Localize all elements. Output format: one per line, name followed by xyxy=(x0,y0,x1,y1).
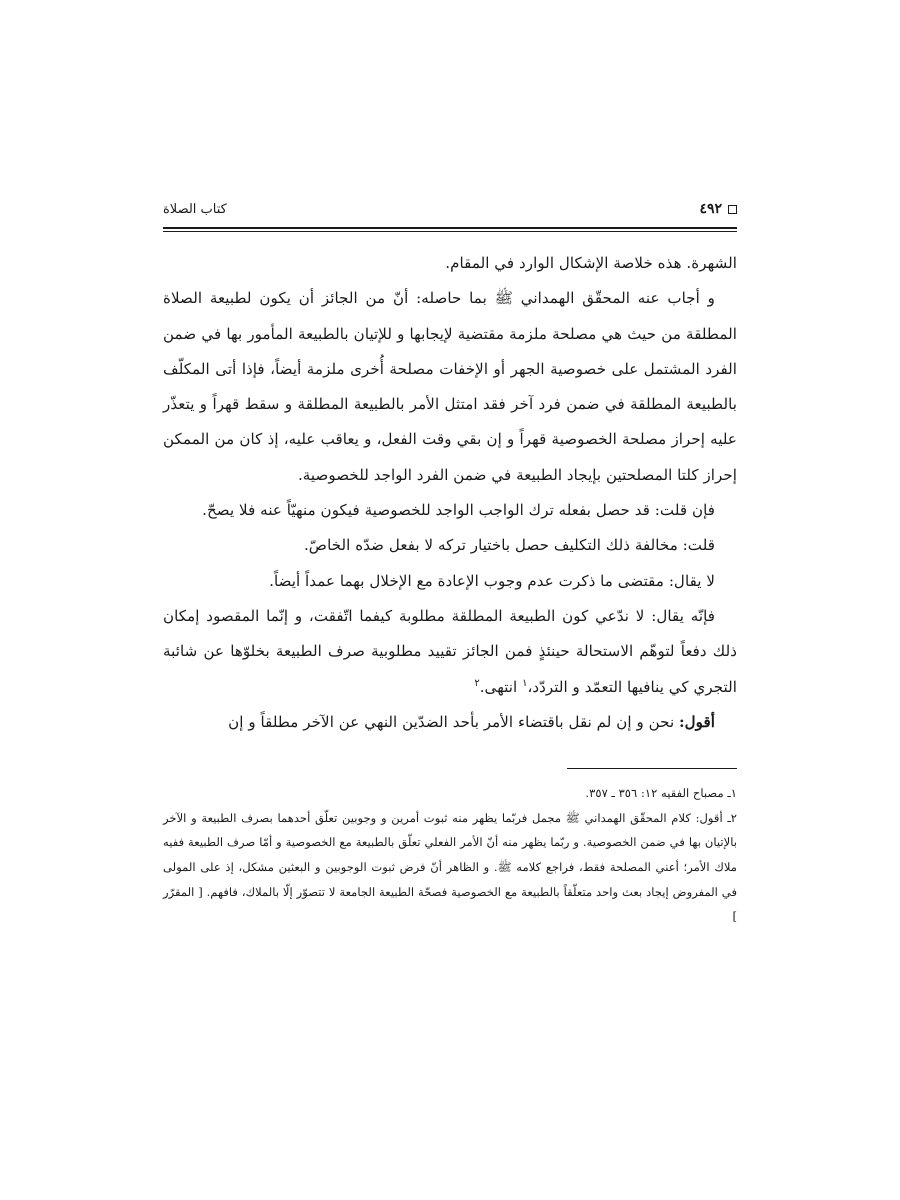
footnote-ref-1[interactable]: ١ xyxy=(522,677,528,689)
paragraph-lead-word: أقول: xyxy=(679,712,715,731)
paragraph: فإن قلت: قد حصل بفعله ترك الواجب الواجد للخصوصية فيكون منهيّاً عنه فلا يصحّ. xyxy=(202,501,715,520)
main-text xyxy=(163,246,737,740)
header-rule xyxy=(163,227,737,232)
square-ornament-icon xyxy=(728,205,737,214)
page-number: ٤٩٢ xyxy=(699,201,722,217)
paragraph xyxy=(163,705,737,740)
paragraph: لا يقال: مقتضى ما ذكرت عدم وجوب الإعادة مع الإخلال بهما عمداً أيضاً. xyxy=(269,571,715,590)
book-page xyxy=(163,196,737,929)
footnote-1: ١ـ مصباح الفقيه ١٢: ٣٥٦ ـ ٣٥٧. xyxy=(585,786,737,801)
paragraph xyxy=(163,599,737,705)
paragraph: الشهرة. هذه خلاصة الإشكال الوارد في المقام. xyxy=(445,254,737,272)
paragraph-text-tail: انتهى. xyxy=(479,677,523,696)
paragraph: قلت: مخالفة ذلك التكليف حصل باختيار تركه لا بفعل ضدّه الخاصّ. xyxy=(303,536,715,555)
footnotes xyxy=(163,781,737,929)
paragraph-text: فإنّه يقال: لا ندّعي كون الطبيعة المطلقة مطلوبة كيفما اتّفقت، و إنّما المقصود إمكان ذلك دفعاً لتوهّم الاستحالة حينئذٍ فمن الجائز تقييد مطلوبية صرف الطبيعة بخلوّها عن شائبة التجري كي ينافيها التعمّد و التردّد، xyxy=(163,606,737,696)
footnote-separator xyxy=(567,768,737,769)
running-header xyxy=(163,196,737,222)
paragraph-text: نحن و إن لم نقل باقتضاء الأمر بأحد الضدّين النهي عن الآخر مطلقاً و إن xyxy=(228,712,680,731)
book-title: كتاب الصلاة xyxy=(163,201,227,217)
footnote-ref-2[interactable]: ٢ xyxy=(474,677,480,689)
page-number-group xyxy=(699,201,737,217)
footnote-2: ٢ـ أقول: كلام المحقّق الهمداني ﷺ مجمل فربّما يظهر منه ثبوت أمرين و وجوبين تعلّق أحدهما بصرف الطبيعة و الآخر بالإتيان بها في ضمن الخصوصية. و ربّما يظهر منه أنّ الأمر الفعلي تعلّق بالطبيعة مع الخصوصية و أمّا صرف الطبيعة ففيه ملاك الأمر؛ أعني المصلحة فقط، فراجع كلامه ﷺ. و الظاهر أنّ فرض ثبوت الوجوبين و البعثين مشكل، إذ على المولى في المفروض إيجاد بعث واحد متعلّقاً بالطبيعة مع الخصوصية فصحّة الطبيعة الجامعة لا تتصوّر إلّا بالملاك، فافهم. [ المقرّر ] xyxy=(163,810,737,924)
paragraph: و أجاب عنه المحقّق الهمداني ﷺ بما حاصله: أنّ من الجائز أن يكون لطبيعة الصلاة المطلقة من حيث هي مصلحة ملزمة مقتضية لإيجابها و للإتيان بالطبيعة المأمور بها في ضمن الفرد المشتمل على خصوصية الجهر أو الإخفات مصلحة أُخرى ملزمة أيضاً، فإذا أتى المكلّف بالطبيعة المطلقة في ضمن فرد آخر فقد امتثل الأمر بالطبيعة المطلقة و سقط قهراً و يتعذّر عليه إحراز مصلحة الخصوصية قهراً و إن بقي وقت الفعل، و يعاقب عليه، إذ كان من الممكن إحراز كلتا المصلحتين بإيجاد الطبيعة في ضمن الفرد الواجد للخصوصية. xyxy=(163,289,737,484)
